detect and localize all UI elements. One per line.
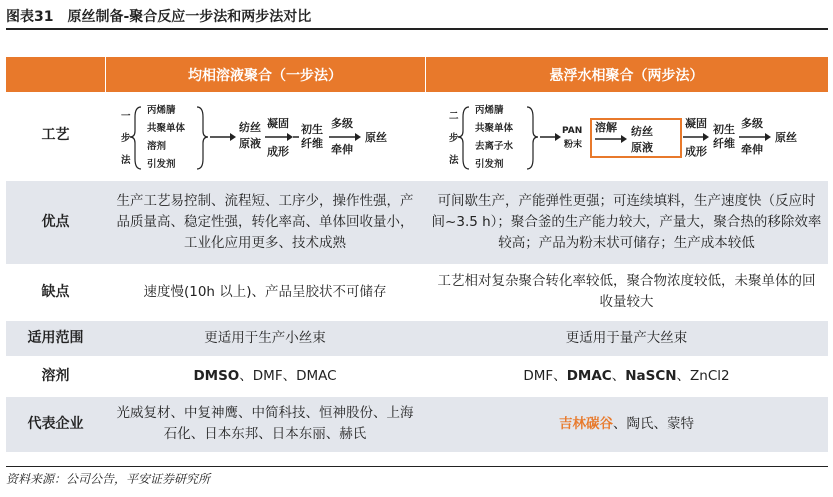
solvent-dmac: DMAC (566, 367, 612, 384)
method-char-3: 法 (448, 154, 459, 166)
input-4: 引发剂 (147, 158, 176, 170)
solvent-zncl2: 、ZnCl2 (676, 367, 730, 384)
figure-caption: 原丝制备-聚合反应一步法和两步法对比 (67, 9, 312, 25)
comparison-table (6, 57, 829, 453)
process-one-step (105, 92, 425, 180)
scope-one-step: 更适用于生产小丝束 (105, 320, 425, 356)
input-2: 共聚单体 (474, 122, 513, 134)
draw-label-bottom: 牵伸 (331, 142, 353, 156)
row-label-companies: 代表企业 (6, 396, 105, 452)
pros-one-step: 生产工艺易控制、流程短、工序少，操作性强，产品质量高、稳定性强，转化率高、单体回收量小，工业化应用更多、技术成熟 (105, 180, 425, 264)
row-pros (6, 180, 828, 264)
arrow-2-head (287, 133, 293, 141)
row-label-process: 工艺 (6, 92, 105, 180)
input-3: 去离子水 (474, 140, 513, 152)
fiber-label-top: 初生 (301, 122, 323, 136)
pan-label-top: PAN (561, 125, 582, 136)
row-scope (6, 320, 828, 356)
arrow-3-head (703, 133, 709, 141)
table-header-row (6, 57, 828, 92)
header-empty (6, 57, 105, 92)
fiber-label-bottom: 纤维 (712, 136, 735, 150)
one-step-process-diagram (115, 97, 415, 175)
right-brace (527, 107, 538, 169)
solid-label-bottom: 成形 (267, 144, 289, 158)
solid-label-top: 凝固 (267, 116, 289, 130)
draw-label-bottom: 牵伸 (740, 142, 763, 156)
spin-label-bottom: 原液 (239, 136, 261, 150)
solid-label-top: 凝固 (684, 116, 707, 130)
row-process (6, 92, 828, 180)
input-2: 共聚单体 (147, 122, 186, 134)
scope-two-step: 更适用于量产大丝束 (425, 320, 828, 356)
solvent-dmso: DMSO (193, 367, 240, 384)
product-label: 原丝 (365, 130, 387, 144)
company-rest: 、陶氏、蒙特 (613, 415, 694, 432)
left-brace (458, 107, 469, 169)
product-label: 原丝 (774, 130, 797, 144)
method-char-1: 二 (448, 110, 459, 122)
arrow-4-head (355, 133, 361, 141)
arrow-1-head (555, 133, 561, 141)
solvent-two-step (425, 356, 828, 396)
row-label-solvent: 溶剂 (6, 356, 105, 396)
row-label-cons: 缺点 (6, 264, 105, 320)
header-one-step: 均相溶液聚合（一步法） (105, 57, 425, 92)
draw-label-top: 多级 (331, 116, 353, 130)
row-label-pros: 优点 (6, 180, 105, 264)
cons-two-step: 工艺相对复杂聚合转化率较低，聚合物浓度较低，未聚单体的回收量较大 (425, 264, 828, 320)
method-char-1: 一 (121, 110, 131, 122)
solid-label-bottom: 成形 (684, 144, 707, 158)
process-two-step (425, 92, 828, 180)
two-step-process-diagram (437, 97, 817, 175)
input-1: 丙烯腈 (147, 104, 176, 116)
company-highlight: 吉林碳谷 (559, 415, 613, 432)
fiber-label-top: 初生 (712, 122, 735, 136)
source-note: 资料来源：公司公告，平安证券研究所 (6, 466, 828, 487)
arrow-2-head (621, 135, 627, 143)
spin-label-bottom: 原液 (630, 140, 653, 154)
right-brace (197, 107, 208, 169)
header-two-step: 悬浮水相聚合（两步法） (425, 57, 828, 92)
figure-title (6, 6, 828, 30)
solvent-one-step (105, 356, 425, 396)
left-brace (130, 107, 141, 169)
row-solvent (6, 356, 828, 396)
input-3: 溶剂 (147, 140, 167, 152)
row-label-scope: 适用范围 (6, 320, 105, 356)
arrow-4-head (765, 133, 771, 141)
method-char-3: 法 (121, 154, 131, 166)
spin-label-top: 纺丝 (239, 120, 261, 134)
method-char-2: 步 (448, 132, 459, 144)
fiber-label-bottom: 纤维 (301, 136, 323, 150)
method-char-2: 步 (121, 132, 131, 144)
arrow-1-head (230, 133, 236, 141)
dissolve-label: 溶解 (594, 120, 617, 134)
draw-label-top: 多级 (740, 116, 763, 130)
pros-two-step: 可间歇生产，产能弹性更强；可连续填料，生产速度快（反应时间~3.5 h）；聚合釜的生产能力较大，产量大，聚合热的移除效率较高；产品为粉末状可储存；生产成本较低 (425, 180, 828, 264)
spin-label-top: 纺丝 (630, 124, 653, 138)
solvent-dmf: DMF、 (523, 367, 567, 384)
companies-one-step: 光威复材、中复神鹰、中简科技、恒神股份、上海石化、日本东邦、日本东丽、赫氏 (105, 396, 425, 452)
pan-label-bottom: 粉末 (563, 139, 582, 150)
companies-two-step (425, 396, 828, 452)
row-cons (6, 264, 828, 320)
cons-one-step: 速度慢(10h 以上)、产品呈胶状不可储存 (105, 264, 425, 320)
solvent-sep: 、 (611, 367, 626, 384)
solvent-rest: 、DMF、DMAC (239, 367, 337, 384)
solvent-nascn: NaSCN (625, 367, 677, 384)
input-4: 引发剂 (474, 158, 504, 170)
figure-number: 图表31 (6, 9, 54, 25)
input-1: 丙烯腈 (474, 104, 504, 116)
row-companies (6, 396, 828, 452)
